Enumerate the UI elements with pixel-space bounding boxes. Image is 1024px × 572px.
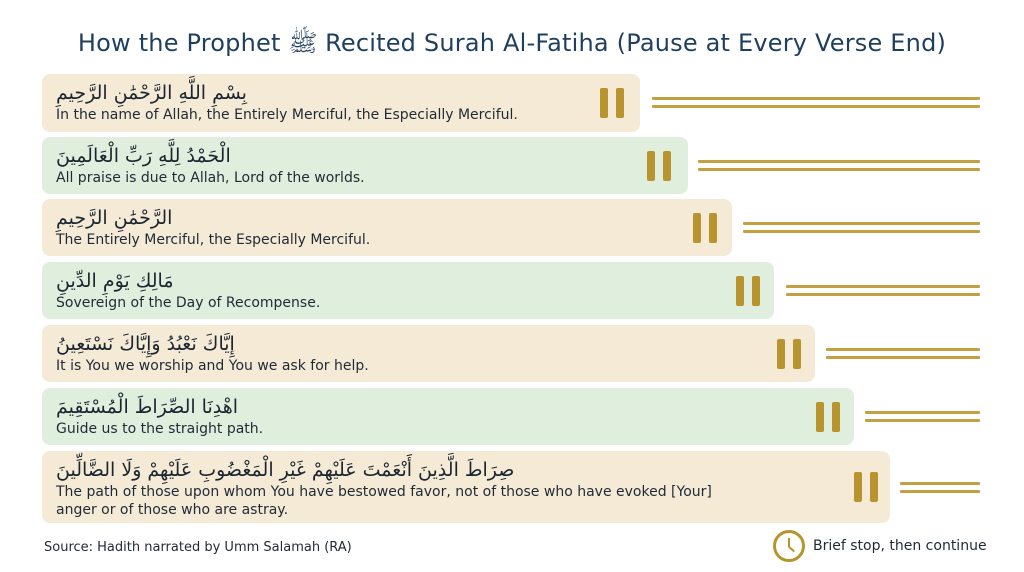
pause-icon — [693, 213, 717, 243]
verse-card-3 — [42, 199, 732, 256]
verse-translation: Guide us to the straight path. — [56, 421, 264, 437]
verse-arabic: الْحَمْدُ لِلَّهِ رَبِّ الْعَالَمِينَ — [56, 145, 231, 167]
continuation-lines — [743, 222, 980, 232]
verse-translation: In the name of Allah, the Entirely Merciful, the Especially Merciful. — [56, 107, 518, 123]
legend — [773, 528, 987, 564]
verse-translation: Sovereign of the Day of Recompense. — [56, 295, 321, 311]
clock-icon — [773, 530, 805, 562]
continuation-lines — [826, 348, 980, 358]
page-title: How the Prophet ﷺ Recited Surah Al-Fatiha (Pause at Every Verse End) — [77, 29, 947, 57]
pause-icon — [816, 402, 840, 432]
pause-icon — [647, 151, 671, 181]
legend-label: Brief stop, then continue — [813, 538, 987, 554]
verse-translation: The path of those upon whom You have bestowed favor, not of those who have evoked [Your] anger or of those who are astray. — [56, 484, 712, 518]
verse-arabic: إِيَّاكَ نَعْبُدُ وَإِيَّاكَ نَسْتَعِينُ — [56, 333, 235, 355]
verse-arabic: اهْدِنَا الصِّرَاطَ الْمُسْتَقِيمَ — [56, 396, 239, 418]
continuation-lines — [786, 285, 980, 295]
verse-card-2 — [42, 137, 688, 194]
verse-card-5 — [42, 325, 815, 382]
verse-arabic: بِسْمِ اللَّهِ الرَّحْمَٰنِ الرَّحِيمِ — [56, 82, 247, 104]
continuation-lines — [652, 97, 980, 107]
verse-card-7 — [42, 451, 890, 523]
pause-icon — [854, 472, 878, 502]
verse-translation: The Entirely Merciful, the Especially Merciful. — [56, 232, 371, 248]
source-caption: Source: Hadith narrated by Umm Salamah (RA) — [44, 540, 352, 555]
verse-arabic: الرَّحْمَٰنِ الرَّحِيمِ — [56, 207, 173, 229]
verse-arabic: مَالِكِ يَوْمِ الدِّينِ — [56, 270, 174, 292]
verse-arabic: صِرَاطَ الَّذِينَ أَنْعَمْتَ عَلَيْهِمْ غَيْرِ الْمَغْضُوبِ عَلَيْهِمْ وَلَا الضَّالِّينَ — [56, 459, 515, 481]
verse-card-1 — [42, 74, 640, 132]
pause-icon — [736, 276, 760, 306]
pause-icon — [777, 339, 801, 369]
verse-translation: It is You we worship and You we ask for help. — [56, 358, 369, 374]
continuation-lines — [698, 160, 980, 170]
pause-icon — [600, 88, 624, 118]
verse-card-6 — [42, 388, 854, 445]
verse-translation: All praise is due to Allah, Lord of the worlds. — [56, 170, 365, 186]
continuation-lines — [900, 482, 980, 492]
verse-card-4 — [42, 262, 774, 319]
continuation-lines — [865, 411, 980, 421]
